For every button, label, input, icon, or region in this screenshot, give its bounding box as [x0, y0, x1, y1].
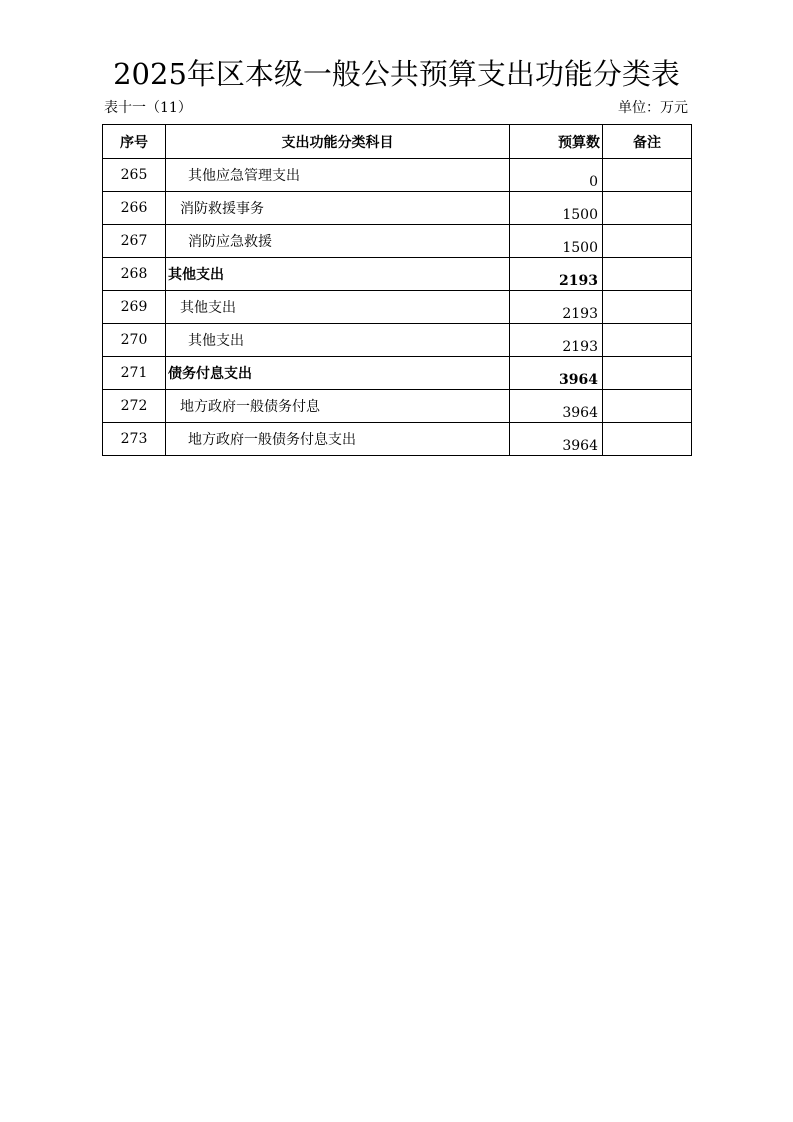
row-name: 其他支出 [166, 291, 510, 324]
row-remark [603, 258, 692, 291]
table-row [103, 357, 692, 390]
table-row [103, 192, 692, 225]
row-name: 地方政府一般债务付息支出 [166, 423, 510, 456]
row-name: 地方政府一般债务付息 [166, 390, 510, 423]
row-amount: 3964 [510, 357, 603, 390]
row-name: 其他支出 [166, 324, 510, 357]
table-row [103, 159, 692, 192]
row-remark [603, 357, 692, 390]
row-remark [603, 225, 692, 258]
row-amount: 3964 [510, 423, 603, 456]
row-name: 债务付息支出 [166, 357, 510, 390]
header-remark: 备注 [603, 125, 692, 159]
page-title: 2025年区本级一般公共预算支出功能分类表 [113, 57, 680, 91]
unit-label: 单位：万元 [618, 100, 688, 116]
header-item: 支出功能分类科目 [166, 125, 510, 159]
table-row [103, 291, 692, 324]
table-number: 表十一（11） [104, 100, 192, 116]
table-row [103, 423, 692, 456]
row-amount: 1500 [510, 225, 603, 258]
row-name: 其他支出 [166, 258, 510, 291]
row-name: 消防应急救援 [166, 225, 510, 258]
row-remark [603, 324, 692, 357]
header-seq: 序号 [103, 125, 166, 159]
row-seq: 271 [103, 357, 166, 390]
row-name: 消防救援事务 [166, 192, 510, 225]
budget-table [102, 124, 692, 456]
row-seq: 269 [103, 291, 166, 324]
row-remark [603, 291, 692, 324]
row-amount: 1500 [510, 192, 603, 225]
row-amount: 0 [510, 159, 603, 192]
row-remark [603, 423, 692, 456]
row-seq: 272 [103, 390, 166, 423]
row-seq: 266 [103, 192, 166, 225]
row-amount: 3964 [510, 390, 603, 423]
row-amount: 2193 [510, 324, 603, 357]
row-seq: 267 [103, 225, 166, 258]
row-seq: 273 [103, 423, 166, 456]
table-row [103, 390, 692, 423]
row-remark [603, 390, 692, 423]
row-amount: 2193 [510, 258, 603, 291]
row-seq: 270 [103, 324, 166, 357]
header-amount: 预算数 [510, 125, 603, 159]
table-row [103, 225, 692, 258]
table-row [103, 258, 692, 291]
row-seq: 268 [103, 258, 166, 291]
row-remark [603, 159, 692, 192]
row-remark [603, 192, 692, 225]
table-row [103, 324, 692, 357]
row-amount: 2193 [510, 291, 603, 324]
row-seq: 265 [103, 159, 166, 192]
row-name: 其他应急管理支出 [166, 159, 510, 192]
table-header-row [103, 125, 692, 159]
